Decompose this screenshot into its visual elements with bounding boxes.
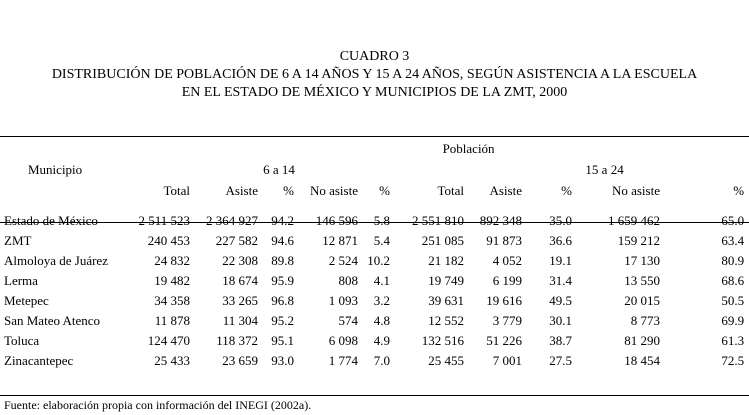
cell-noasiste-6-14: 574 [338,313,358,328]
title-line-2: DISTRIBUCIÓN DE POBLACIÓN DE 6 A 14 AÑOS Y 15 A 24 AÑOS, SEGÚN ASISTENCIA A LA ESCUELA [51,67,698,82]
cell-noasiste-15-24: 1 659 462 [608,213,660,228]
cell-pct-asiste-15-24: 30.1 [549,313,572,328]
cell-pct-asiste-15-24: 27.5 [549,353,572,368]
cell-pct-noasiste-15-24: 61.3 [721,333,745,348]
table-title [0,48,749,102]
col-header-asiste-2: Asiste [489,182,522,198]
cell-pct-noasiste-6-14: 4.8 [373,313,390,328]
municipio-header: Municipio [28,161,83,177]
cell-total-15-24: 39 631 [428,293,464,308]
cell-noasiste-6-14: 1 093 [328,293,358,308]
cell-noasiste-15-24: 81 290 [624,333,660,348]
cell-asiste-6-14: 118 372 [216,333,258,348]
cell-noasiste-15-24: 13 550 [624,273,660,288]
cell-asiste-15-24: 7 001 [492,353,522,368]
cell-total-15-24: 19 749 [428,273,464,288]
cell-pct-noasiste-15-24: 68.6 [721,273,745,288]
cell-noasiste-6-14: 12 871 [322,233,358,248]
col-header-pct-3: % [561,182,572,198]
table-row [0,231,749,251]
cell-pct-noasiste-6-14: 3.2 [373,293,390,308]
col-header-total-2: Total [437,182,464,198]
cell-total-6-14: 34 358 [154,293,190,308]
cell-noasiste-15-24: 159 212 [617,233,660,248]
cell-pct-asiste-15-24: 31.4 [549,273,572,288]
cell-pct-noasiste-15-24: 72.5 [721,353,745,368]
cell-pct-noasiste-15-24: 65.0 [721,213,745,228]
cell-pct-asiste-15-24: 38.7 [549,333,572,348]
cell-total-6-14: 2 511 523 [138,213,190,228]
cell-asiste-6-14: 22 308 [222,253,258,268]
cell-asiste-6-14: 23 659 [222,353,258,368]
cell-noasiste-15-24: 18 454 [624,353,660,368]
cell-asiste-15-24: 19 616 [486,293,522,308]
table-row [0,203,749,231]
cell-pct-noasiste-15-24: 50.5 [721,293,745,308]
cell-asiste-15-24: 4 052 [492,253,522,268]
col-header-asiste-1: Asiste [225,182,258,198]
col-header-pct-1: % [283,182,294,198]
cell-total-6-14: 24 832 [154,253,190,268]
top-rule [0,136,749,137]
cell-total-15-24: 12 552 [428,313,464,328]
table-row [0,271,749,291]
table-row [0,331,749,351]
cell-asiste-15-24: 3 779 [492,313,522,328]
group-15-24-header: 15 a 24 [585,161,624,177]
cell-noasiste-6-14: 2 524 [328,253,358,268]
poblacion-header: Población [442,140,495,156]
cell-pct-asiste-6-14: 94.6 [271,233,294,248]
cell-pct-asiste-6-14: 89.8 [271,253,294,268]
cell-pct-asiste-15-24: 49.5 [549,293,572,308]
table-row [0,311,749,331]
cell-total-15-24: 2 551 810 [412,213,464,228]
cell-municipio: Zinacantepec [4,353,74,368]
cell-pct-noasiste-6-14: 5.8 [373,213,390,228]
cell-pct-asiste-6-14: 96.8 [271,293,294,308]
cell-asiste-15-24: 91 873 [486,233,522,248]
cell-asiste-15-24: 51 226 [486,333,522,348]
cell-pct-noasiste-15-24: 80.9 [721,253,745,268]
cell-pct-asiste-6-14: 94.2 [271,213,294,228]
cell-noasiste-6-14: 146 596 [315,213,358,228]
cell-pct-asiste-6-14: 93.0 [271,353,294,368]
cell-total-15-24: 25 455 [428,353,464,368]
cell-pct-noasiste-6-14: 4.9 [373,333,390,348]
table-row [0,291,749,311]
cell-total-15-24: 132 516 [421,333,464,348]
cell-municipio: Almoloya de Juárez [4,253,108,268]
cell-municipio: Estado de México [4,213,98,228]
cell-asiste-6-14: 11 304 [222,313,258,328]
cell-noasiste-15-24: 20 015 [624,293,660,308]
table-row [0,251,749,271]
cell-noasiste-15-24: 8 773 [630,313,660,328]
cell-noasiste-6-14: 1 774 [328,353,358,368]
cell-total-15-24: 251 085 [421,233,464,248]
cell-pct-noasiste-15-24: 63.4 [721,233,745,248]
cell-asiste-15-24: 892 348 [479,213,522,228]
cell-asiste-15-24: 6 199 [492,273,522,288]
cell-asiste-6-14: 33 265 [222,293,258,308]
cell-total-6-14: 25 433 [154,353,190,368]
table-body [0,203,749,371]
col-header-noasiste-2: No asiste [611,182,660,198]
cell-municipio: ZMT [4,233,32,248]
cell-asiste-6-14: 2 364 927 [206,213,258,228]
cell-pct-asiste-6-14: 95.2 [271,313,294,328]
cell-pct-asiste-6-14: 95.1 [271,333,294,348]
group-6-14-header: 6 a 14 [263,161,295,177]
col-header-pct-4: % [733,182,745,198]
cell-municipio: Lerma [4,273,38,288]
cell-pct-noasiste-15-24: 69.9 [721,313,745,328]
cell-pct-asiste-15-24: 36.6 [549,233,572,248]
cell-total-6-14: 124 470 [147,333,190,348]
data-table [0,138,749,371]
cell-pct-noasiste-6-14: 10.2 [367,253,390,268]
title-line-3: EN EL ESTADO DE MÉXICO Y MUNICIPIOS DE LA ZMT, 2000 [181,85,568,100]
cell-total-6-14: 19 482 [154,273,190,288]
cell-pct-asiste-15-24: 35.0 [549,213,572,228]
cell-pct-asiste-6-14: 95.9 [271,273,294,288]
cell-municipio: Metepec [4,293,49,308]
cell-noasiste-6-14: 808 [338,273,358,288]
title-line-1: CUADRO 3 [339,49,410,64]
cell-asiste-6-14: 18 674 [222,273,258,288]
cell-total-6-14: 240 453 [147,233,190,248]
cell-pct-noasiste-6-14: 4.1 [373,273,390,288]
cell-asiste-6-14: 227 582 [215,233,258,248]
bottom-rule [0,395,749,396]
cell-total-15-24: 21 182 [428,253,464,268]
cell-noasiste-15-24: 17 130 [624,253,660,268]
cell-noasiste-6-14: 6 098 [328,333,358,348]
cell-pct-noasiste-6-14: 5.4 [373,233,390,248]
cell-pct-noasiste-6-14: 7.0 [373,353,390,368]
cell-municipio: Toluca [4,333,40,348]
col-header-noasiste-1: No asiste [309,182,358,198]
source-note: Fuente: elaboración propia con información del INEGI (2002a). [4,398,312,412]
col-header-pct-2: % [379,182,390,198]
col-header-total-1: Total [163,182,190,198]
table-row [0,351,749,371]
cell-total-6-14: 11 878 [154,313,190,328]
cell-municipio: San Mateo Atenco [4,313,101,328]
cell-pct-asiste-15-24: 19.1 [549,253,572,268]
